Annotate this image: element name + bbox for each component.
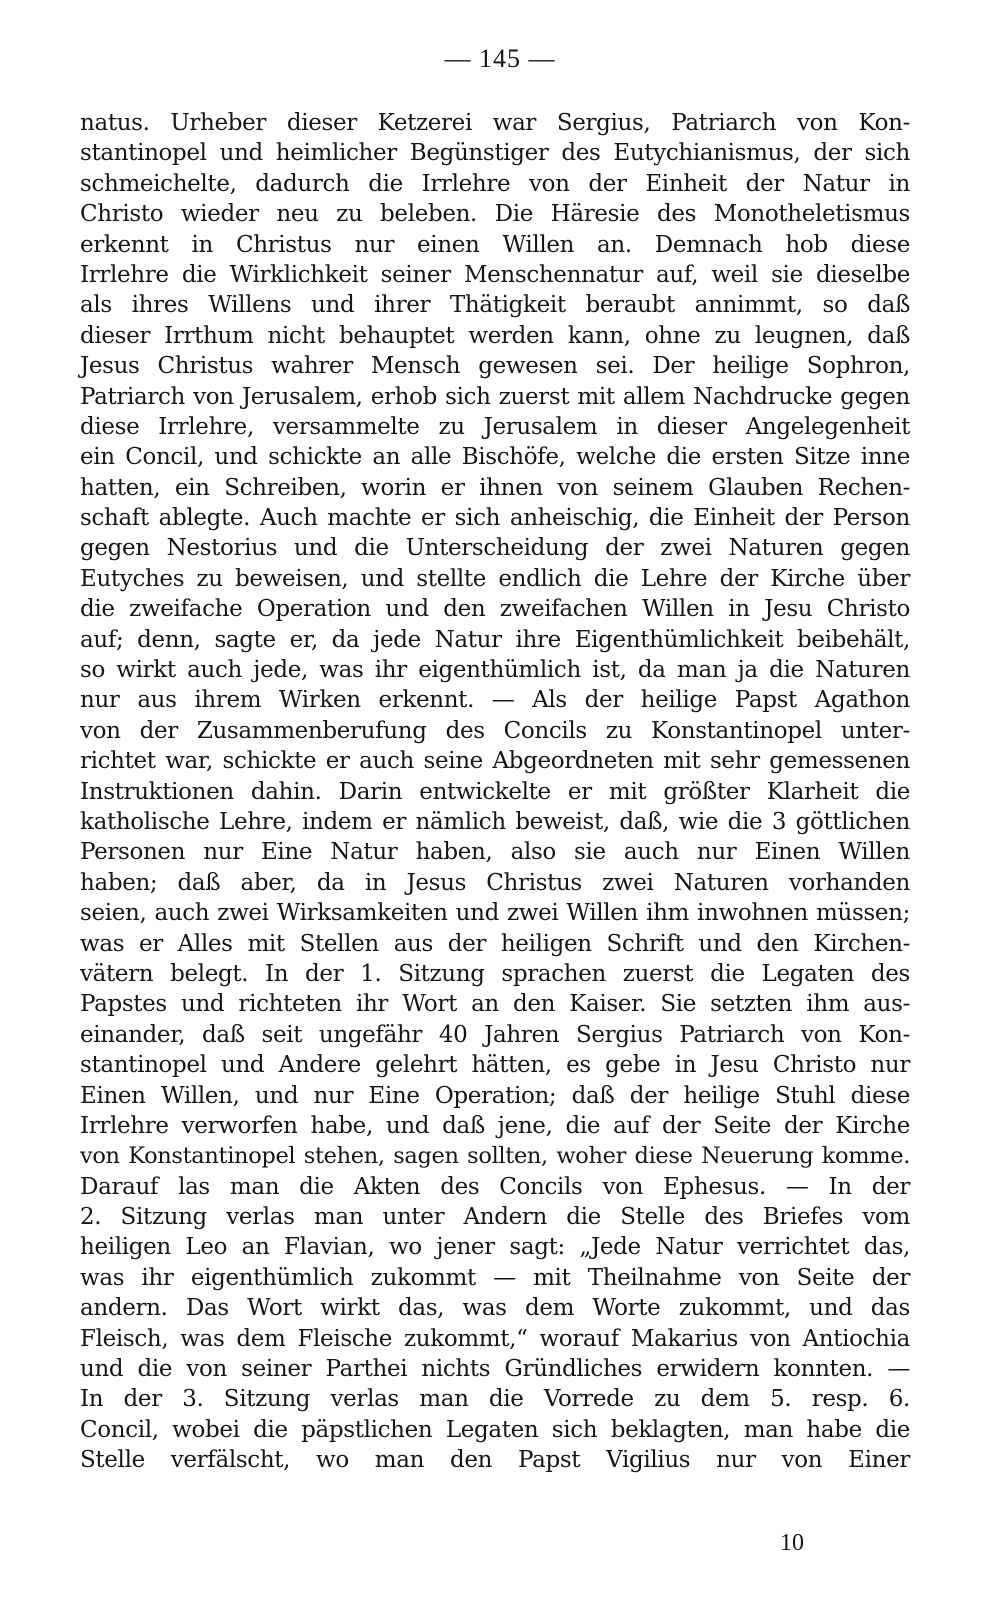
page-number: — 145 —	[444, 44, 556, 73]
text-line: seien, auch zwei Wirksamkeiten und zwei Willen ihm inwohnen müssen;	[80, 900, 910, 927]
text-line: natus. Urheber dieser Ketzerei war Sergius, Patriarch von Kon-	[80, 110, 910, 136]
text-line: einander, daß seit ungefähr 40 Jahren Sergius Patriarch von Kon-	[80, 1021, 910, 1048]
signature-mark: 10	[780, 1530, 804, 1556]
text-line: 2. Sitzung verlas man unter Andern die Stelle des Briefes vom	[80, 1204, 910, 1231]
text-line: als ihres Willens und ihrer Thätigkeit beraubt annimmt, so daß	[80, 292, 910, 319]
text-line: Papstes und richteten ihr Wort an den Kaiser. Sie setzten ihm aus-	[80, 991, 910, 1018]
text-line: nur aus ihrem Wirken erkennt. — Als der heilige Papst Agathon	[80, 687, 910, 714]
text-line: Personen nur Eine Natur haben, also sie auch nur Einen Willen	[80, 839, 910, 866]
text-line: Irrlehre verworfen habe, und daß jene, die auf der Seite der Kirche	[80, 1112, 910, 1139]
text-line: Christo wieder neu zu beleben. Die Häresie des Monotheletismus	[80, 201, 910, 228]
text-line: was ihr eigenthümlich zukommt — mit Theilnahme von Seite der	[80, 1264, 910, 1291]
text-line: Patriarch von Jerusalem, erhob sich zuerst mit allem Nachdrucke gegen	[80, 383, 910, 410]
text-line: Jesus Christus wahrer Mensch gewesen sei. Der heilige Sophron,	[80, 353, 910, 380]
text-line: Concil, wobei die päpstlichen Legaten sich beklagten, man habe die	[80, 1416, 910, 1443]
text-line: Eutyches zu beweisen, und stellte endlich die Lehre der Kirche über	[80, 565, 910, 592]
text-line: stantinopel und Andere gelehrt hätten, es gebe in Jesu Christo nur	[80, 1052, 910, 1079]
text-line: ein Concil, und schickte an alle Bischöfe, welche die ersten Sitze inne	[80, 444, 910, 471]
text-line: die zweifache Operation und den zweifachen Willen in Jesu Christo	[80, 596, 910, 623]
text-line: auf; denn, sagte er, da jede Natur ihre Eigenthümlichkeit beibehält,	[80, 626, 910, 653]
text-line: stantinopel und heimlicher Begünstiger des Eutychianismus, der sich	[80, 140, 910, 167]
text-line: schmeichelte, dadurch die Irrlehre von der Einheit der Natur in	[80, 170, 910, 197]
text-line: richtet war, schickte er auch seine Abgeordneten mit sehr gemessenen	[80, 748, 910, 775]
text-line: In der 3. Sitzung verlas man die Vorrede zu dem 5. resp. 6.	[80, 1386, 910, 1413]
text-line: Instruktionen dahin. Darin entwickelte er mit größter Klarheit die	[80, 778, 910, 805]
text-line: andern. Das Wort wirkt das, was dem Worte zukommt, und das	[80, 1295, 910, 1322]
text-line: und die von seiner Parthei nichts Gründliches erwidern konnten. —	[80, 1356, 910, 1383]
text-line: so wirkt auch jede, was ihr eigenthümlich ist, da man ja die Naturen	[80, 657, 910, 684]
text-line: Irrlehre die Wirklichkeit seiner Menschennatur auf, weil sie dieselbe	[80, 261, 910, 288]
text-line: gegen Nestorius und die Unterscheidung der zwei Naturen gegen	[80, 535, 910, 562]
body-text	[80, 108, 910, 1476]
text-line: erkennt in Christus nur einen Willen an. Demnach hob diese	[80, 231, 910, 258]
text-line: heiligen Leo an Flavian, wo jener sagt: „Jede Natur verrichtet das,	[80, 1234, 910, 1261]
text-line: dieser Irrthum nicht behauptet werden kann, ohne zu leugnen, daß	[80, 322, 910, 349]
text-line: Einen Willen, und nur Eine Operation; daß der heilige Stuhl diese	[80, 1082, 910, 1109]
text-line: Darauf las man die Akten des Concils von Ephesus. — In der	[80, 1173, 910, 1200]
text-line: schaft ablegte. Auch machte er sich anheischig, die Einheit der Person	[80, 505, 910, 532]
text-line: Fleisch, was dem Fleische zukommt,“ worauf Makarius von Antiochia	[80, 1325, 910, 1352]
text-line: was er Alles mit Stellen aus der heiligen Schrift und den Kirchen-	[80, 930, 910, 957]
text-line: von Konstantinopel stehen, sagen sollten, woher diese Neuerung komme.	[80, 1143, 910, 1170]
text-line: von der Zusammenberufung des Concils zu Konstantinopel unter-	[80, 717, 910, 744]
text-line: haben; daß aber, da in Jesus Christus zwei Naturen vorhanden	[80, 869, 910, 896]
text-line: hatten, ein Schreiben, worin er ihnen von seinem Glauben Rechen-	[80, 474, 910, 501]
text-line: Stelle verfälscht, wo man den Papst Vigilius nur von Einer	[80, 1447, 910, 1474]
text-line: katholische Lehre, indem er nämlich beweist, daß, wie die 3 göttlichen	[80, 808, 910, 835]
text-line: vätern belegt. In der 1. Sitzung sprachen zuerst die Legaten des	[80, 960, 910, 987]
text-line: diese Irrlehre, versammelte zu Jerusalem in dieser Angelegenheit	[80, 413, 910, 440]
